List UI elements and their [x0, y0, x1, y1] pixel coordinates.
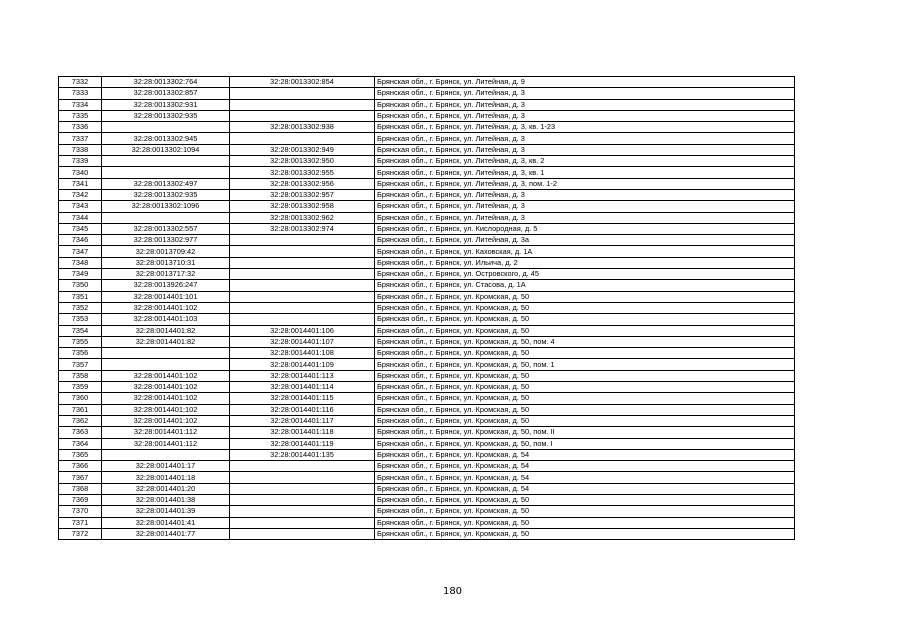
cadastral-number-cell: 32:28:0013302:974 — [230, 223, 375, 234]
cadastral-number-cell: 32:28:0014401:109 — [230, 359, 375, 370]
address-cell: Брянская обл., г. Брянск, ул. Кромская, д. 50 — [375, 325, 795, 336]
table-row — [59, 370, 795, 381]
address-cell: Брянская обл., г. Брянск, ул. Литейная, д. 3 — [375, 212, 795, 223]
address-cell: Брянская обл., г. Брянск, ул. Кромская, д. 54 — [375, 472, 795, 483]
row-number-cell: 7349 — [59, 269, 102, 280]
address-cell: Брянская обл., г. Брянск, ул. Стасова, д. 1А — [375, 280, 795, 291]
address-cell: Брянская обл., г. Брянск, ул. Литейная, д. 3 — [375, 133, 795, 144]
address-cell: Брянская обл., г. Брянск, ул. Литейная, д. 3, кв. 1 — [375, 167, 795, 178]
cadastral-number-cell — [230, 280, 375, 291]
address-cell: Брянская обл., г. Брянск, ул. Литейная, д. 3а — [375, 235, 795, 246]
cadastral-number-cell: 32:28:0014401:118 — [230, 427, 375, 438]
address-cell: Брянская обл., г. Брянск, ул. Кромская, д. 50 — [375, 314, 795, 325]
table-row — [59, 438, 795, 449]
parent-cadastral-number-cell: 32:28:0013710:31 — [102, 257, 230, 268]
cadastral-number-cell — [230, 269, 375, 280]
row-number-cell: 7357 — [59, 359, 102, 370]
table-row — [59, 359, 795, 370]
address-cell: Брянская обл., г. Брянск, ул. Литейная, д. 3 — [375, 144, 795, 155]
row-number-cell: 7345 — [59, 223, 102, 234]
table-row — [59, 201, 795, 212]
cadastral-number-cell — [230, 133, 375, 144]
address-cell: Брянская обл., г. Брянск, ул. Каховская, д. 1А — [375, 246, 795, 257]
address-cell: Брянская обл., г. Брянск, ул. Кромская, д. 50 — [375, 302, 795, 313]
table-row — [59, 269, 795, 280]
parent-cadastral-number-cell: 32:28:0014401:18 — [102, 472, 230, 483]
table-row — [59, 348, 795, 359]
table-row — [59, 144, 795, 155]
parent-cadastral-number-cell — [102, 212, 230, 223]
parent-cadastral-number-cell: 32:28:0013302:945 — [102, 133, 230, 144]
row-number-cell: 7364 — [59, 438, 102, 449]
parent-cadastral-number-cell — [102, 359, 230, 370]
parent-cadastral-number-cell: 32:28:0013709:42 — [102, 246, 230, 257]
table-row — [59, 325, 795, 336]
table-row — [59, 314, 795, 325]
row-number-cell: 7366 — [59, 461, 102, 472]
address-cell: Брянская обл., г. Брянск, ул. Литейная, д. 3 — [375, 99, 795, 110]
cadastral-number-cell: 32:28:0013302:962 — [230, 212, 375, 223]
parent-cadastral-number-cell: 32:28:0014401:20 — [102, 483, 230, 494]
cadastral-number-cell: 32:28:0014401:119 — [230, 438, 375, 449]
table-row — [59, 461, 795, 472]
cadastral-number-cell: 32:28:0013302:958 — [230, 201, 375, 212]
row-number-cell: 7341 — [59, 178, 102, 189]
parent-cadastral-number-cell: 32:28:0013302:497 — [102, 178, 230, 189]
row-number-cell: 7359 — [59, 382, 102, 393]
cadastral-number-cell: 32:28:0013302:949 — [230, 144, 375, 155]
address-cell: Брянская обл., г. Брянск, ул. Кромская, д. 50 — [375, 528, 795, 539]
cadastral-number-cell: 32:28:0014401:113 — [230, 370, 375, 381]
cadastral-number-cell — [230, 246, 375, 257]
parent-cadastral-number-cell: 32:28:0013302:935 — [102, 110, 230, 121]
address-cell: Брянская обл., г. Брянск, ул. Кромская, д. 50 — [375, 506, 795, 517]
row-number-cell: 7369 — [59, 494, 102, 505]
table-row — [59, 189, 795, 200]
parent-cadastral-number-cell: 32:28:0014401:77 — [102, 528, 230, 539]
row-number-cell: 7363 — [59, 427, 102, 438]
cadastral-number-cell — [230, 257, 375, 268]
row-number-cell: 7370 — [59, 506, 102, 517]
cadastral-number-cell: 32:28:0013302:950 — [230, 156, 375, 167]
parent-cadastral-number-cell — [102, 156, 230, 167]
cadastral-number-cell — [230, 483, 375, 494]
table-row — [59, 257, 795, 268]
row-number-cell: 7367 — [59, 472, 102, 483]
row-number-cell: 7343 — [59, 201, 102, 212]
parent-cadastral-number-cell: 32:28:0014401:112 — [102, 438, 230, 449]
parent-cadastral-number-cell — [102, 449, 230, 460]
parent-cadastral-number-cell: 32:28:0014401:82 — [102, 336, 230, 347]
address-cell: Брянская обл., г. Брянск, ул. Кромская, д. 50 — [375, 393, 795, 404]
address-cell: Брянская обл., г. Брянск, ул. Литейная, д. 3 — [375, 110, 795, 121]
table-row — [59, 302, 795, 313]
parent-cadastral-number-cell: 32:28:0013302:764 — [102, 77, 230, 88]
parent-cadastral-number-cell: 32:28:0014401:102 — [102, 393, 230, 404]
parent-cadastral-number-cell: 32:28:0014401:112 — [102, 427, 230, 438]
cadastral-number-cell: 32:28:0013302:854 — [230, 77, 375, 88]
parent-cadastral-number-cell: 32:28:0014401:101 — [102, 291, 230, 302]
address-cell: Брянская обл., г. Брянск, ул. Кромская, д. 54 — [375, 483, 795, 494]
table-row — [59, 235, 795, 246]
parent-cadastral-number-cell: 32:28:0014401:102 — [102, 382, 230, 393]
cadastral-number-cell — [230, 235, 375, 246]
registry-table — [58, 76, 795, 540]
address-cell: Брянская обл., г. Брянск, ул. Кромская, д. 54 — [375, 461, 795, 472]
address-cell: Брянская обл., г. Брянск, ул. Кромская, д. 50 — [375, 517, 795, 528]
table-row — [59, 223, 795, 234]
row-number-cell: 7350 — [59, 280, 102, 291]
parent-cadastral-number-cell — [102, 167, 230, 178]
table-row — [59, 88, 795, 99]
address-cell: Брянская обл., г. Брянск, ул. Литейная, д. 9 — [375, 77, 795, 88]
table-row — [59, 167, 795, 178]
cadastral-number-cell: 32:28:0014401:117 — [230, 415, 375, 426]
row-number-cell: 7362 — [59, 415, 102, 426]
row-number-cell: 7335 — [59, 110, 102, 121]
address-cell: Брянская обл., г. Брянск, ул. Кромская, д. 50 — [375, 291, 795, 302]
parent-cadastral-number-cell: 32:28:0014401:102 — [102, 370, 230, 381]
parent-cadastral-number-cell: 32:28:0013717:32 — [102, 269, 230, 280]
row-number-cell: 7371 — [59, 517, 102, 528]
row-number-cell: 7336 — [59, 122, 102, 133]
parent-cadastral-number-cell: 32:28:0013926:247 — [102, 280, 230, 291]
row-number-cell: 7346 — [59, 235, 102, 246]
parent-cadastral-number-cell: 32:28:0013302:977 — [102, 235, 230, 246]
cadastral-number-cell — [230, 472, 375, 483]
table-row — [59, 133, 795, 144]
cadastral-number-cell: 32:28:0014401:116 — [230, 404, 375, 415]
table-row — [59, 382, 795, 393]
cadastral-number-cell: 32:28:0013302:956 — [230, 178, 375, 189]
address-cell: Брянская обл., г. Брянск, ул. Кромская, д. 50 — [375, 415, 795, 426]
row-number-cell: 7337 — [59, 133, 102, 144]
table-row — [59, 427, 795, 438]
row-number-cell: 7332 — [59, 77, 102, 88]
table-row — [59, 449, 795, 460]
page-number: 180 — [442, 586, 463, 597]
row-number-cell: 7342 — [59, 189, 102, 200]
row-number-cell: 7365 — [59, 449, 102, 460]
parent-cadastral-number-cell — [102, 122, 230, 133]
cadastral-number-cell: 32:28:0014401:135 — [230, 449, 375, 460]
cadastral-number-cell — [230, 110, 375, 121]
cadastral-number-cell: 32:28:0014401:115 — [230, 393, 375, 404]
table-row — [59, 336, 795, 347]
table-row — [59, 404, 795, 415]
address-cell: Брянская обл., г. Брянск, ул. Кромская, д. 50, пом. 4 — [375, 336, 795, 347]
row-number-cell: 7360 — [59, 393, 102, 404]
table-row — [59, 110, 795, 121]
address-cell: Брянская обл., г. Брянск, ул. Кромская, д. 50 — [375, 382, 795, 393]
row-number-cell: 7334 — [59, 99, 102, 110]
parent-cadastral-number-cell: 32:28:0013302:857 — [102, 88, 230, 99]
parent-cadastral-number-cell: 32:28:0014401:82 — [102, 325, 230, 336]
table-row — [59, 415, 795, 426]
address-cell: Брянская обл., г. Брянск, ул. Кислородная, д. 5 — [375, 223, 795, 234]
cadastral-number-cell — [230, 99, 375, 110]
row-number-cell: 7333 — [59, 88, 102, 99]
table-row — [59, 77, 795, 88]
address-cell: Брянская обл., г. Брянск, ул. Литейная, д. 3, пом. 1-2 — [375, 178, 795, 189]
row-number-cell: 7355 — [59, 336, 102, 347]
address-cell: Брянская обл., г. Брянск, ул. Кромская, д. 50 — [375, 494, 795, 505]
parent-cadastral-number-cell: 32:28:0013302:931 — [102, 99, 230, 110]
row-number-cell: 7344 — [59, 212, 102, 223]
row-number-cell: 7354 — [59, 325, 102, 336]
row-number-cell: 7372 — [59, 528, 102, 539]
cadastral-number-cell — [230, 461, 375, 472]
table-row — [59, 483, 795, 494]
cadastral-number-cell — [230, 302, 375, 313]
table-row — [59, 122, 795, 133]
address-cell: Брянская обл., г. Брянск, ул. Ильича, д. 2 — [375, 257, 795, 268]
table-row — [59, 178, 795, 189]
address-cell: Брянская обл., г. Брянск, ул. Кромская, д. 50 — [375, 370, 795, 381]
parent-cadastral-number-cell: 32:28:0014401:102 — [102, 404, 230, 415]
cadastral-number-cell — [230, 517, 375, 528]
table-row — [59, 472, 795, 483]
cadastral-number-cell — [230, 88, 375, 99]
address-cell: Брянская обл., г. Брянск, ул. Кромская, д. 50, пом. I — [375, 438, 795, 449]
parent-cadastral-number-cell: 32:28:0014401:17 — [102, 461, 230, 472]
address-cell: Брянская обл., г. Брянск, ул. Литейная, д. 3 — [375, 201, 795, 212]
table-row — [59, 506, 795, 517]
registry-table-body — [59, 77, 795, 540]
cadastral-number-cell — [230, 494, 375, 505]
parent-cadastral-number-cell: 32:28:0014401:41 — [102, 517, 230, 528]
parent-cadastral-number-cell — [102, 348, 230, 359]
row-number-cell: 7348 — [59, 257, 102, 268]
row-number-cell: 7358 — [59, 370, 102, 381]
address-cell: Брянская обл., г. Брянск, ул. Кромская, д. 50 — [375, 348, 795, 359]
address-cell: Брянская обл., г. Брянск, ул. Кромская, д. 50 — [375, 404, 795, 415]
row-number-cell: 7351 — [59, 291, 102, 302]
table-row — [59, 517, 795, 528]
row-number-cell: 7352 — [59, 302, 102, 313]
row-number-cell: 7353 — [59, 314, 102, 325]
address-cell: Брянская обл., г. Брянск, ул. Литейная, д. 3, кв. 1-23 — [375, 122, 795, 133]
row-number-cell: 7368 — [59, 483, 102, 494]
parent-cadastral-number-cell: 32:28:0013302:1096 — [102, 201, 230, 212]
cadastral-number-cell — [230, 291, 375, 302]
cadastral-number-cell: 32:28:0014401:106 — [230, 325, 375, 336]
table-row — [59, 494, 795, 505]
row-number-cell: 7340 — [59, 167, 102, 178]
parent-cadastral-number-cell: 32:28:0014401:39 — [102, 506, 230, 517]
table-row — [59, 280, 795, 291]
parent-cadastral-number-cell: 32:28:0013302:1094 — [102, 144, 230, 155]
row-number-cell: 7338 — [59, 144, 102, 155]
cadastral-number-cell: 32:28:0013302:955 — [230, 167, 375, 178]
address-cell: Брянская обл., г. Брянск, ул. Литейная, д. 3 — [375, 88, 795, 99]
table-row — [59, 246, 795, 257]
parent-cadastral-number-cell: 32:28:0013302:935 — [102, 189, 230, 200]
cadastral-number-cell: 32:28:0013302:957 — [230, 189, 375, 200]
parent-cadastral-number-cell: 32:28:0014401:38 — [102, 494, 230, 505]
table-row — [59, 99, 795, 110]
address-cell: Брянская обл., г. Брянск, ул. Кромская, д. 54 — [375, 449, 795, 460]
table-row — [59, 212, 795, 223]
cadastral-number-cell: 32:28:0014401:114 — [230, 382, 375, 393]
table-row — [59, 393, 795, 404]
cadastral-number-cell: 32:28:0014401:107 — [230, 336, 375, 347]
address-cell: Брянская обл., г. Брянск, ул. Кромская, д. 50, пом. 1 — [375, 359, 795, 370]
table-row — [59, 528, 795, 539]
parent-cadastral-number-cell: 32:28:0013302:557 — [102, 223, 230, 234]
row-number-cell: 7361 — [59, 404, 102, 415]
cadastral-number-cell — [230, 528, 375, 539]
table-row — [59, 291, 795, 302]
cadastral-number-cell — [230, 314, 375, 325]
row-number-cell: 7339 — [59, 156, 102, 167]
parent-cadastral-number-cell: 32:28:0014401:102 — [102, 415, 230, 426]
parent-cadastral-number-cell: 32:28:0014401:103 — [102, 314, 230, 325]
row-number-cell: 7356 — [59, 348, 102, 359]
address-cell: Брянская обл., г. Брянск, ул. Кромская, д. 50, пом. II — [375, 427, 795, 438]
parent-cadastral-number-cell: 32:28:0014401:102 — [102, 302, 230, 313]
cadastral-number-cell — [230, 506, 375, 517]
cadastral-number-cell: 32:28:0013302:938 — [230, 122, 375, 133]
address-cell: Брянская обл., г. Брянск, ул. Литейная, д. 3 — [375, 189, 795, 200]
cadastral-number-cell: 32:28:0014401:108 — [230, 348, 375, 359]
address-cell: Брянская обл., г. Брянск, ул. Островского, д. 45 — [375, 269, 795, 280]
address-cell: Брянская обл., г. Брянск, ул. Литейная, д. 3, кв. 2 — [375, 156, 795, 167]
row-number-cell: 7347 — [59, 246, 102, 257]
table-row — [59, 156, 795, 167]
